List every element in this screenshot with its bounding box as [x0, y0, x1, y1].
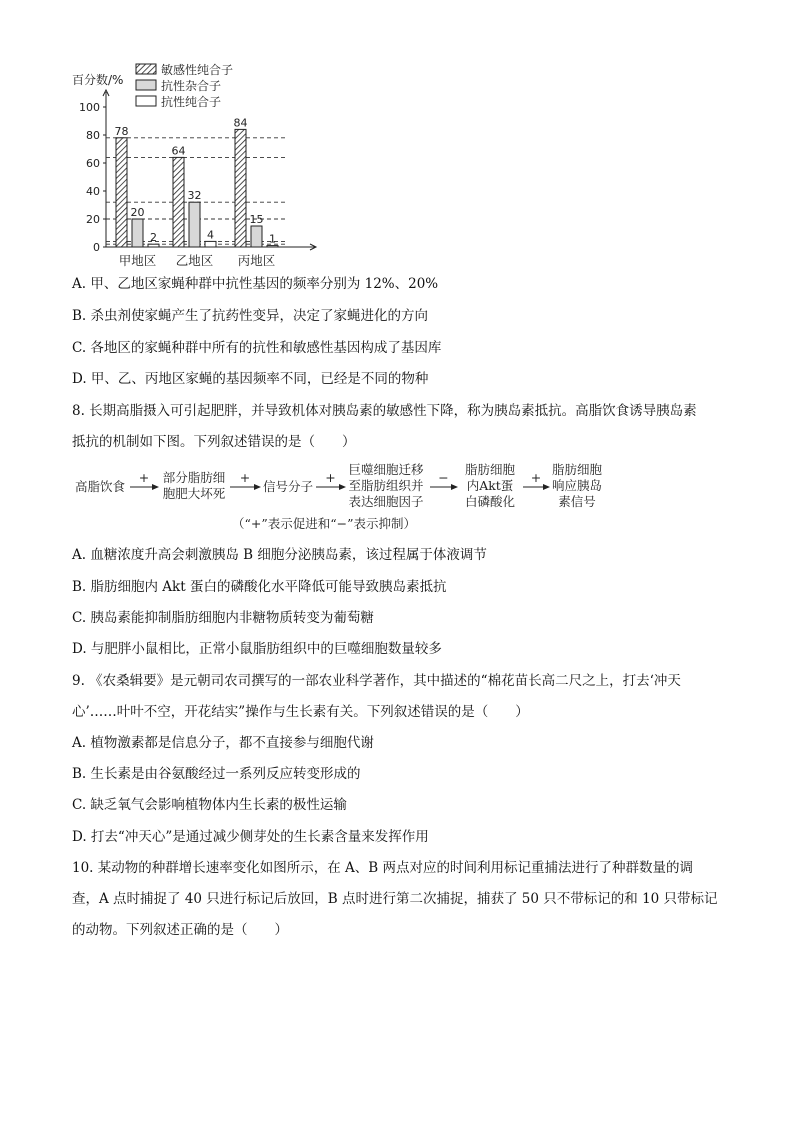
insulin-resistance-flowchart: [70, 460, 630, 535]
bar-value-label: 15: [249, 213, 264, 226]
legend-swatch: [136, 64, 156, 74]
flow-node-text: 脂肪细胞: [551, 462, 603, 477]
flow-node-text: 表达细胞因子: [348, 494, 424, 509]
q8-stem-line-2: 抵抗的机制如下图。下列叙述错误的是（ ）: [72, 434, 356, 450]
flow-node-text: 素信号: [558, 494, 596, 509]
genotype-bar-chart: [70, 60, 330, 270]
bar-value-label: 1: [269, 232, 276, 246]
q10-stem-line-3: 的动物。下列叙述正确的是（ ）: [72, 922, 288, 938]
bar: [205, 241, 216, 247]
q8-option-d[interactable]: D. 与肥胖小鼠相比，正常小鼠脂肪组织中的巨噬细胞数量较多: [72, 641, 442, 657]
legend-label: 抗性杂合子: [161, 79, 222, 93]
q9-option-d[interactable]: D. 打去“冲天心”是通过减少侧芽处的生长素含量来发挥作用: [72, 829, 429, 845]
q7-option-c[interactable]: C. 各地区的家蝇种群中所有的抗性和敏感性基因构成了基因库: [72, 340, 442, 356]
q10-stem-line-2: 查，A 点时捕捉了 40 只进行标记后放回，B 点时进行第二次捕捉，捕获了 50 只不带标记的和 10 只带标记: [72, 891, 718, 907]
q9-stem-line-2: 心’……叶叶不空，开花结实”操作与生长素有关。下列叙述错误的是（ ）: [72, 704, 529, 720]
flowchart-legend-note: （“+”表示促进和“−”表示抑制）: [232, 516, 417, 531]
flow-arrow-sign: +: [530, 470, 542, 485]
bar: [251, 226, 262, 247]
flow-node-text: 胞肥大坏死: [162, 486, 226, 501]
y-tick-label: 100: [79, 101, 100, 114]
flow-arrow-sign: +: [325, 470, 336, 485]
flow-node-text: 信号分子: [262, 479, 314, 494]
q8-option-a[interactable]: A. 血糖浓度升高会刺激胰岛 B 细胞分泌胰岛素，该过程属于体液调节: [72, 547, 487, 563]
x-tick-label: 丙地区: [237, 253, 276, 268]
y-tick-label: 0: [93, 241, 100, 254]
bar-value-label: 84: [233, 116, 248, 130]
y-tick-label: 60: [86, 157, 100, 170]
x-tick-label: 甲地区: [118, 253, 157, 268]
bar: [148, 244, 159, 247]
flow-node-text: 高脂饮食: [74, 479, 126, 494]
bar: [132, 219, 143, 247]
bar: [267, 246, 278, 247]
bar: [235, 129, 246, 247]
flow-node-text: 脂肪细胞: [464, 462, 516, 477]
y-tick-label: 20: [86, 213, 100, 226]
bar-value-label: 4: [207, 228, 214, 242]
flow-arrow-sign: −: [438, 470, 449, 485]
q8-option-b[interactable]: B. 脂肪细胞内 Akt 蛋白的磷酸化水平降低可能导致胰岛素抵抗: [72, 579, 447, 595]
bar-value-label: 20: [130, 206, 145, 219]
flow-node-text: 至脂肪组织并: [348, 478, 424, 493]
flow-node-text: 白磷酸化: [464, 494, 516, 509]
bar: [173, 157, 184, 247]
q9-option-c[interactable]: C. 缺乏氧气会影响植物体内生长素的极性运输: [72, 797, 347, 813]
bar: [116, 138, 127, 247]
q9-stem-line-1: 9. 《农桑辑要》是元朝司农司撰写的一部农业科学著作，其中描述的“棉花苗长高二尺之上，打去‘冲天: [72, 673, 681, 689]
bar: [189, 202, 200, 247]
y-tick-label: 80: [86, 129, 100, 142]
q8-stem-line-1: 8. 长期高脂摄入可引起肥胖，并导致机体对胰岛素的敏感性下降，称为胰岛素抵抗。高脂饮食诱导胰岛素: [72, 403, 697, 419]
x-tick-label: 乙地区: [175, 253, 214, 268]
flow-node-text: 部分脂肪细: [162, 470, 226, 485]
bar-value-label: 32: [187, 189, 202, 203]
flow-arrow-sign: +: [239, 470, 251, 485]
q9-option-a[interactable]: A. 植物激素都是信息分子，都不直接参与细胞代谢: [72, 735, 374, 751]
bar-value-label: 2: [150, 231, 157, 245]
q7-option-d[interactable]: D. 甲、乙、丙地区家蝇的基因频率不同，已经是不同的物种: [72, 371, 429, 387]
q8-option-c[interactable]: C. 胰岛素能抑制脂肪细胞内非糖物质转变为葡萄糖: [72, 610, 374, 626]
legend-label: 敏感性纯合子: [161, 63, 234, 77]
flow-arrow-sign: +: [138, 470, 150, 485]
legend-label: 抗性纯合子: [161, 95, 222, 109]
flow-node-text: 内Akt蛋: [466, 478, 514, 493]
legend-swatch: [136, 96, 156, 106]
flow-node-text: 巨噬细胞迁移: [348, 462, 424, 477]
bar-value-label: 78: [114, 124, 129, 138]
q7-option-b[interactable]: B. 杀虫剂使家蝇产生了抗药性变异，决定了家蝇进化的方向: [72, 308, 429, 324]
y-axis-title: 百分数/%: [72, 73, 124, 87]
flow-node-text: 响应胰岛: [551, 478, 603, 493]
q7-option-a[interactable]: A. 甲、乙地区家蝇种群中抗性基因的频率分别为 12%、20%: [72, 276, 439, 292]
q9-option-b[interactable]: B. 生长素是由谷氨酸经过一系列反应转变形成的: [72, 766, 361, 782]
y-tick-label: 40: [86, 185, 100, 198]
legend-swatch: [136, 80, 156, 90]
q10-stem-line-1: 10. 某动物的种群增长速率变化如图所示，在 A、B 两点对应的时间利用标记重捕法进行了种群数量的调: [72, 860, 694, 876]
bar-value-label: 64: [171, 144, 186, 158]
